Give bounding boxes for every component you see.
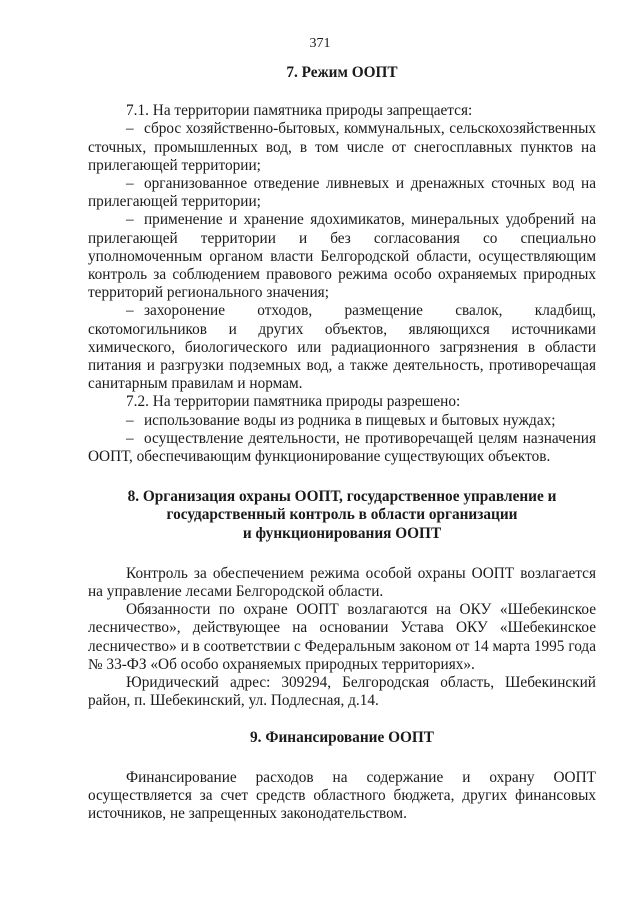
allowed-item-text: осуществление деятельности, не противоречащей целям назначения ООПТ, обеспечивающим функционирование существующих объектов. — [88, 429, 596, 466]
section-8-title-line-3: и функционирования ООПТ — [242, 524, 442, 542]
forbidden-item — [88, 120, 596, 175]
section-8-paragraph: Юридический адрес: 309294, Белгородская область, Шебекинский район, п. Шебекинский, ул. Подлесная, д.14. — [88, 674, 596, 710]
list-dash: – — [126, 120, 134, 138]
forbidden-item-text: применение и хранение ядохимикатов, минеральных удобрений на прилегающей территории и без согласования со специально уполномоченным органом власти Белгородской области, осуществляющим контроль за соблюдением правового режима особо охраняемых природных территорий регионального значения; — [88, 211, 596, 302]
forbidden-item — [88, 302, 596, 393]
section-8-paragraph: Обязанности по охране ООПТ возлагаются на ОКУ «Шебекинское лесничество», действующее на основании Устава ОКУ «Шебекинское лесничество» и в соответствии с Федеральным законом от 14 марта 1995 года № 33-ФЗ «Об особо охраняемых природных территориях». — [88, 601, 596, 673]
page-number: 371 — [309, 36, 331, 51]
section-7-2-paragraph: 7.2. На территории памятника природы разрешено: — [126, 393, 461, 411]
list-dash: – — [126, 411, 134, 429]
list-dash: – — [126, 302, 134, 320]
forbidden-item-text: сброс хозяйственно-бытовых, коммунальных, сельскохозяйственных сточных, промышленных вод, в том числе от снегосплавных пунктов на прилегающей территории; — [88, 120, 596, 174]
section-8-title-line-1: 8. Организация охраны ООПТ, государственное управление и — [127, 488, 557, 506]
section-8-paragraph: Контроль за обеспечением режима особой охраны ООПТ возлагается на управление лесами Белгородской области. — [88, 564, 596, 601]
section-7-title: 7. Режим ООПТ — [286, 64, 398, 81]
allowed-item-text: использование воды из родника в пищевых и бытовых нуждах; — [144, 411, 556, 429]
list-dash: – — [126, 211, 134, 229]
forbidden-item — [88, 175, 596, 211]
section-7-1-paragraph: 7.1. На территории памятника природы запрещается: — [126, 102, 473, 120]
forbidden-item — [88, 211, 596, 302]
list-dash: – — [126, 429, 134, 447]
forbidden-item-text: организованное отведение ливневых и дренажных сточных вод на прилегающей территории; — [88, 175, 596, 211]
document-body — [88, 58, 596, 823]
section-9-title: 9. Финансирование ООПТ — [250, 728, 434, 746]
section-8-title — [88, 488, 596, 543]
forbidden-item-text: захоронение отходов, размещение свалок, кладбищ, скотомогильников и других объектов, являющихся источниками химического, биологического или радиационного загрязнения в области питания и разгрузки подземных вод, а также деятельность, противоречащая санитарным правилам и нормам. — [88, 302, 596, 393]
section-8-title-line-2: государственный контроль в области организации — [166, 506, 518, 524]
allowed-item — [88, 430, 596, 466]
allowed-item — [88, 412, 596, 430]
list-dash: – — [126, 175, 134, 193]
section-9-paragraph: Финансирование расходов на содержание и охрану ООПТ осуществляется за счет средств областного бюджета, других финансовых источников, не запрещенных законодательством. — [88, 768, 596, 823]
